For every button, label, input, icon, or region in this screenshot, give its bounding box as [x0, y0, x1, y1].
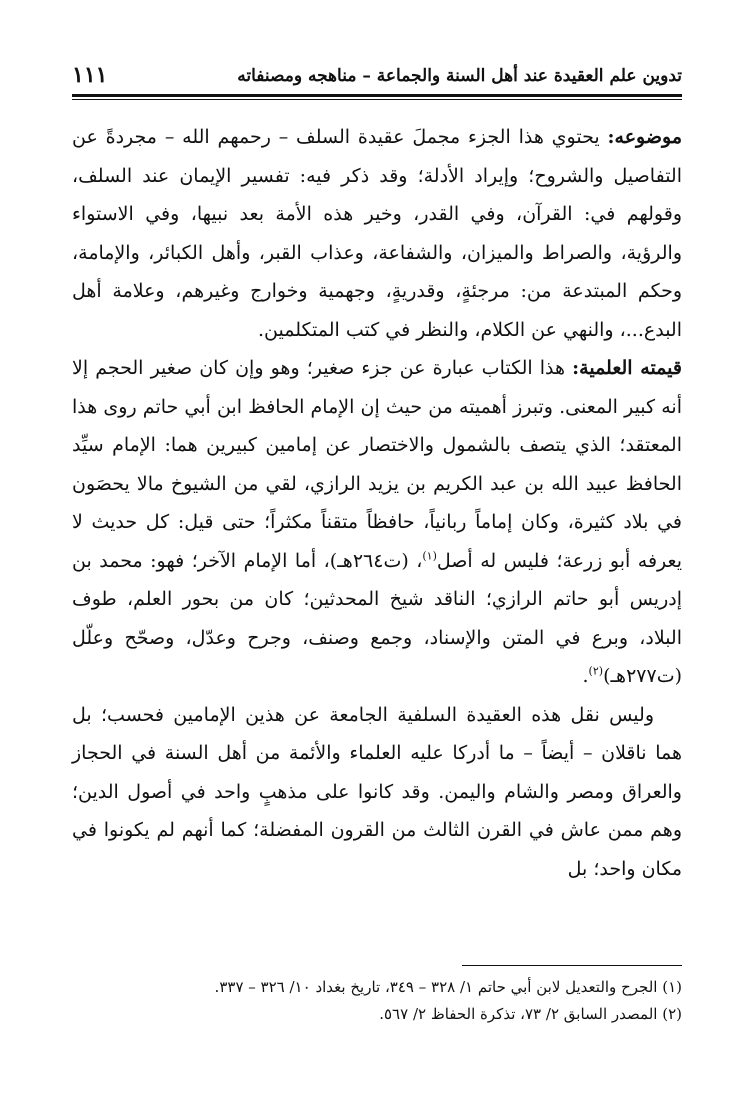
paragraph-label: قيمته العلمية: — [572, 357, 682, 379]
paragraph-transmission — [72, 696, 682, 889]
paragraph-subject — [72, 118, 682, 349]
footnote-ref-1[interactable]: (١) — [422, 549, 437, 563]
paragraph-text: هذا الكتاب عبارة عن جزء صغير؛ وهو وإن كان صغير الحجم إلا أنه كبير المعنى. وتبرز أهميته من حيث إن الإمام الحافظ ابن أبي حاتم روى هذا المعتقد؛ الذي يتصف بالشمول والاختصار عن إمامين كبيرين هما: الإمام سيِّد الحافظ عبيد الله بن عبد الكريم بن يزيد الرازي، لقي من الشيوخ مالا يحصَون في بلاد كثيرة، وكان إماماً ربانياً، حافظاً متقناً مكثراً؛ حتى قيل: كل حديث لا يعرفه أبو زرعة؛ فليس له أصل — [72, 357, 682, 572]
footnotes — [72, 974, 682, 1028]
footnote-rule — [462, 965, 682, 966]
header-title: تدوين علم العقيدة عند أهل السنة والجماعة – مناهجه ومصنفاته — [237, 66, 682, 86]
paragraph-text: يحتوي هذا الجزء مجملَ عقيدة السلف – رحمهم الله – مجردةً عن التفاصيل والشروح؛ وإيراد الأدلة؛ وقد ذكر فيه: تفسير الإيمان عند السلف، وقولهم في: القرآن، وفي القدر، وخير هذه الأمة بعد نبيها، وفي الاستواء والرؤية، والصراط والميزان، والشفاعة، وعذاب القبر، وأهل الكبائر، والإمامة، وحكم المبتدعة من: مرجئةٍ، وقدريةٍ، وجهمية وخوارج وغيرهم، وعلامة أهل البدع...، والنهي عن الكلام، والنظر في كتب المتكلمين. — [72, 126, 682, 341]
running-header — [72, 58, 682, 94]
footnote-2: (٢) المصدر السابق ٢/ ٧٣، تذكرة الحفاظ ٢/ ٥٦٧. — [379, 1005, 682, 1023]
paragraph-scientific-value — [72, 349, 682, 696]
paragraph-text: ، (ت٢٦٤هـ)، أما الإمام الآخر؛ فهو: محمد بن إدريس أبو حاتم الرازي؛ الناقد شيخ المحدثين؛ كان من بحور العلم، طوف البلاد، وبرع في المتن والإسناد، وجمع وصنف، وجرح وعدّل، وصحّح وعلّل (ت٢٧٧هـ) — [72, 549, 682, 687]
footnote-ref-2[interactable]: (٢) — [588, 664, 604, 678]
footnote-1: (١) الجرح والتعديل لابن أبي حاتم ١/ ٣٢٨ – ٣٤٩، تاريخ بغداد ١٠/ ٣٢٦ – ٣٣٧. — [214, 978, 682, 996]
paragraph-label: موضوعه: — [607, 126, 682, 148]
header-rule — [72, 94, 682, 100]
page-number: ١١١ — [72, 62, 108, 88]
paragraph-text: . — [582, 665, 589, 687]
body-text — [72, 118, 682, 888]
paragraph-text: وليس نقل هذه العقيدة السلفية الجامعة عن هذين الإمامين فحسب؛ بل هما ناقلان – أيضاً – ما أدركا عليه العلماء والأئمة من أهل السنة في الحجاز والعراق ومصر والشام واليمن. وقد كانوا على مذهبٍ واحد في أصول الدين؛ وهم ممن عاش في القرن الثالث من القرون المفضلة؛ كما أنهم لم يكونوا في مكان واحد؛ بل — [72, 703, 682, 880]
